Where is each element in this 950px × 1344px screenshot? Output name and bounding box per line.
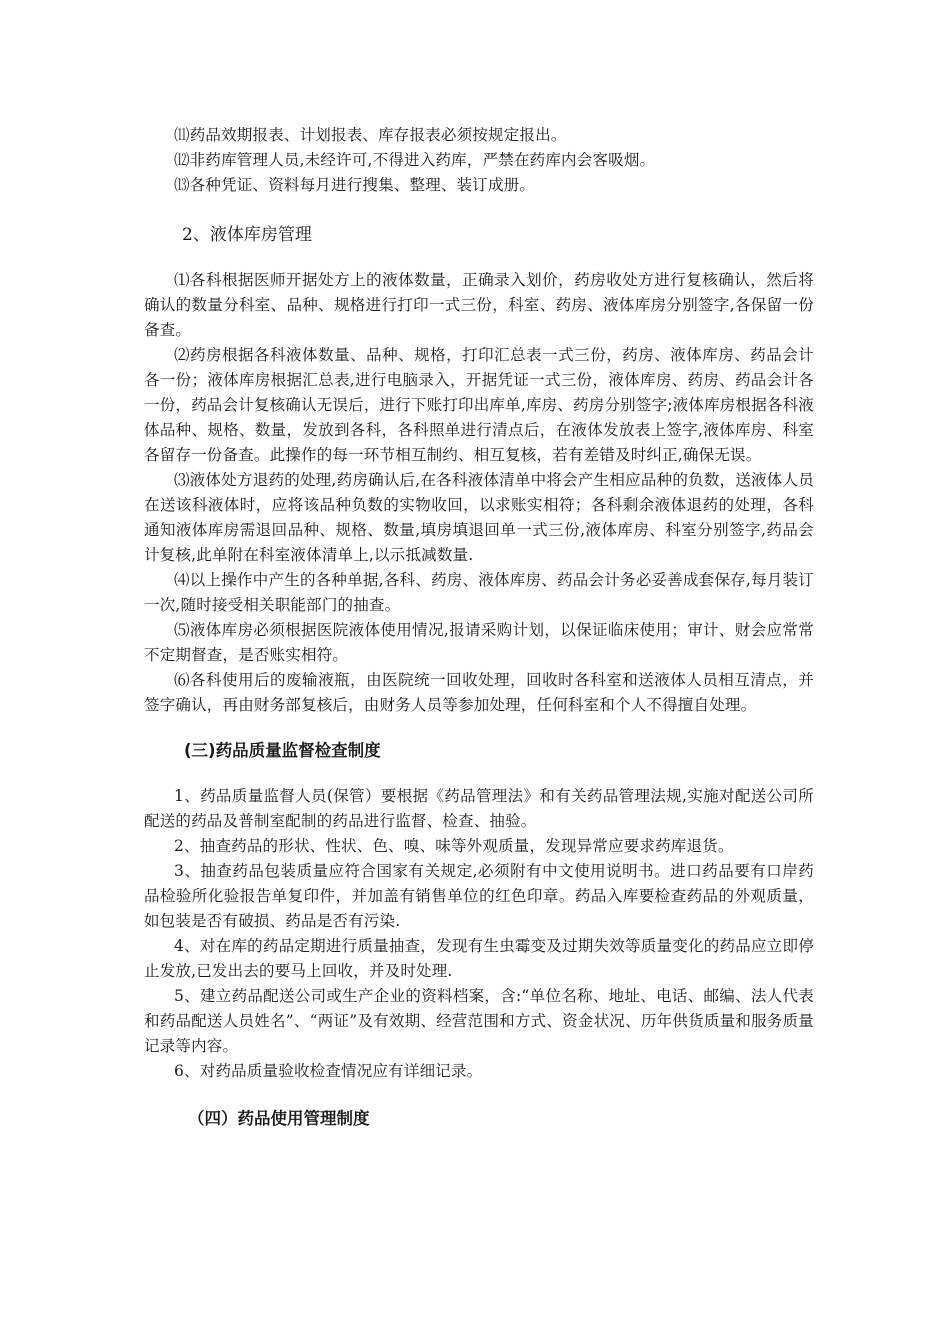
section-4-title: （四）药品使用管理制度 [188,1109,370,1128]
paragraph: 1、药品质量监督人员(保管）要根据《药品管理法》和有关药品管理法规,实施对配送公司所配送的药品及普制室配制的药品进行监督、检查、抽验。 [144,787,814,830]
paragraph: 5、建立药品配送公司或生产企业的资料档案，含:“单位名称、地址、电话、邮编、法人代表和药品配送人员姓名”、“两证”及有效期、经营范围和方式、资金状况、历年供货质量和服务质量记录等内容。 [144,987,814,1055]
section-3-title: (三)药品质量监督检查制度 [184,741,381,760]
paragraph: 2、抽查药品的形状、性状、色、嗅、味等外观质量，发现异常应要求药库退货。 [174,837,734,855]
list-item: ⒀各种凭证、资料每月进行搜集、整理、装订成册。 [174,176,536,194]
section-3-body [144,784,814,1084]
paragraph: 4、对在库的药品定期进行质量抽查，发现有生虫霉变及过期失效等质量变化的药品应立即停止发放,已发出去的要马上回收，并及时处理. [144,937,814,980]
document-page [144,0,814,1132]
list-item: ⑾药品效期报表、计划报表、库存报表必须按规定报出。 [174,126,567,144]
paragraph: ⑹各科使用后的废输液瓶，由医院统一回收处理，回收时各科室和送液体人员相互清点，并签字确认，再由财务部复核后，由财务人员等参加处理，任何科室和个人不得擅自处理。 [144,671,814,714]
paragraph: ⑶液体处方退药的处理,药房确认后,在各科液体清单中将会产生相应品种的负数，送液体人员在送该科液体时，应将该品种负数的实物收回，以求账实相符；各科剩余液体退药的处理，各科通知液体库房需退回品种、规格、数量,填房填退回单一式三份,液体库房、科室分别签字,药品会计复核,此单附在科室液体清单上,以示抵减数量. [144,471,814,564]
paragraph: ⑸液体库房必须根据医院液体使用情况,报请采购计划，以保证临床使用；审计、财会应常常不定期督查，是否账实相符。 [144,621,814,664]
top-list [144,123,814,198]
section-2-title: 2、液体库房管理 [182,225,312,245]
paragraph: ⑴各科根据医师开据处方上的液体数量，正确录入划价，药房收处方进行复核确认，然后将确认的数量分科室、品种、规格进行打印一式三份，科室、药房、液体库房分别签字,各保留一份备查。 [144,271,814,339]
paragraph: ⑷以上操作中产生的各种单据,各科、药房、液体库房、药品会计务必妥善成套保存,每月装订一次,随时接受相关职能部门的抽查。 [144,571,814,614]
list-item: ⑿非药库管理人员,未经许可,不得进入药库，严禁在药库内会客吸烟。 [174,151,656,169]
paragraph: 3、抽查药品包装质量应符合国家有关规定,必须附有中文使用说明书。进口药品要有口岸药品检验所化验报告单复印件，并加盖有销售单位的红色印章。药品入库要检查药品的外观质量，如包装是否有破损、药品是否有污染. [144,862,814,930]
paragraph: 6、对药品质量验收检查情况应有详细记录。 [174,1062,483,1080]
section-2-body [144,268,814,718]
paragraph: ⑵药房根据各科液体数量、品种、规格，打印汇总表一式三份，药房、液体库房、药品会计各一份；液体库房根据汇总表,进行电脑录入，开据凭证一式三份，液体库房、药房、药品会计各一份，药品会计复核确认无误后，进行下账打印出库单,库房、药房分别签字;液体库房根据各科液体品种、规格、数量，发放到各科，各科照单进行清点后，在液体发放表上签字,液体库房、科室各留存一份备查。此操作的每一环节相互制约、相互复核，若有差错及时纠正,确保无误。 [144,346,814,464]
